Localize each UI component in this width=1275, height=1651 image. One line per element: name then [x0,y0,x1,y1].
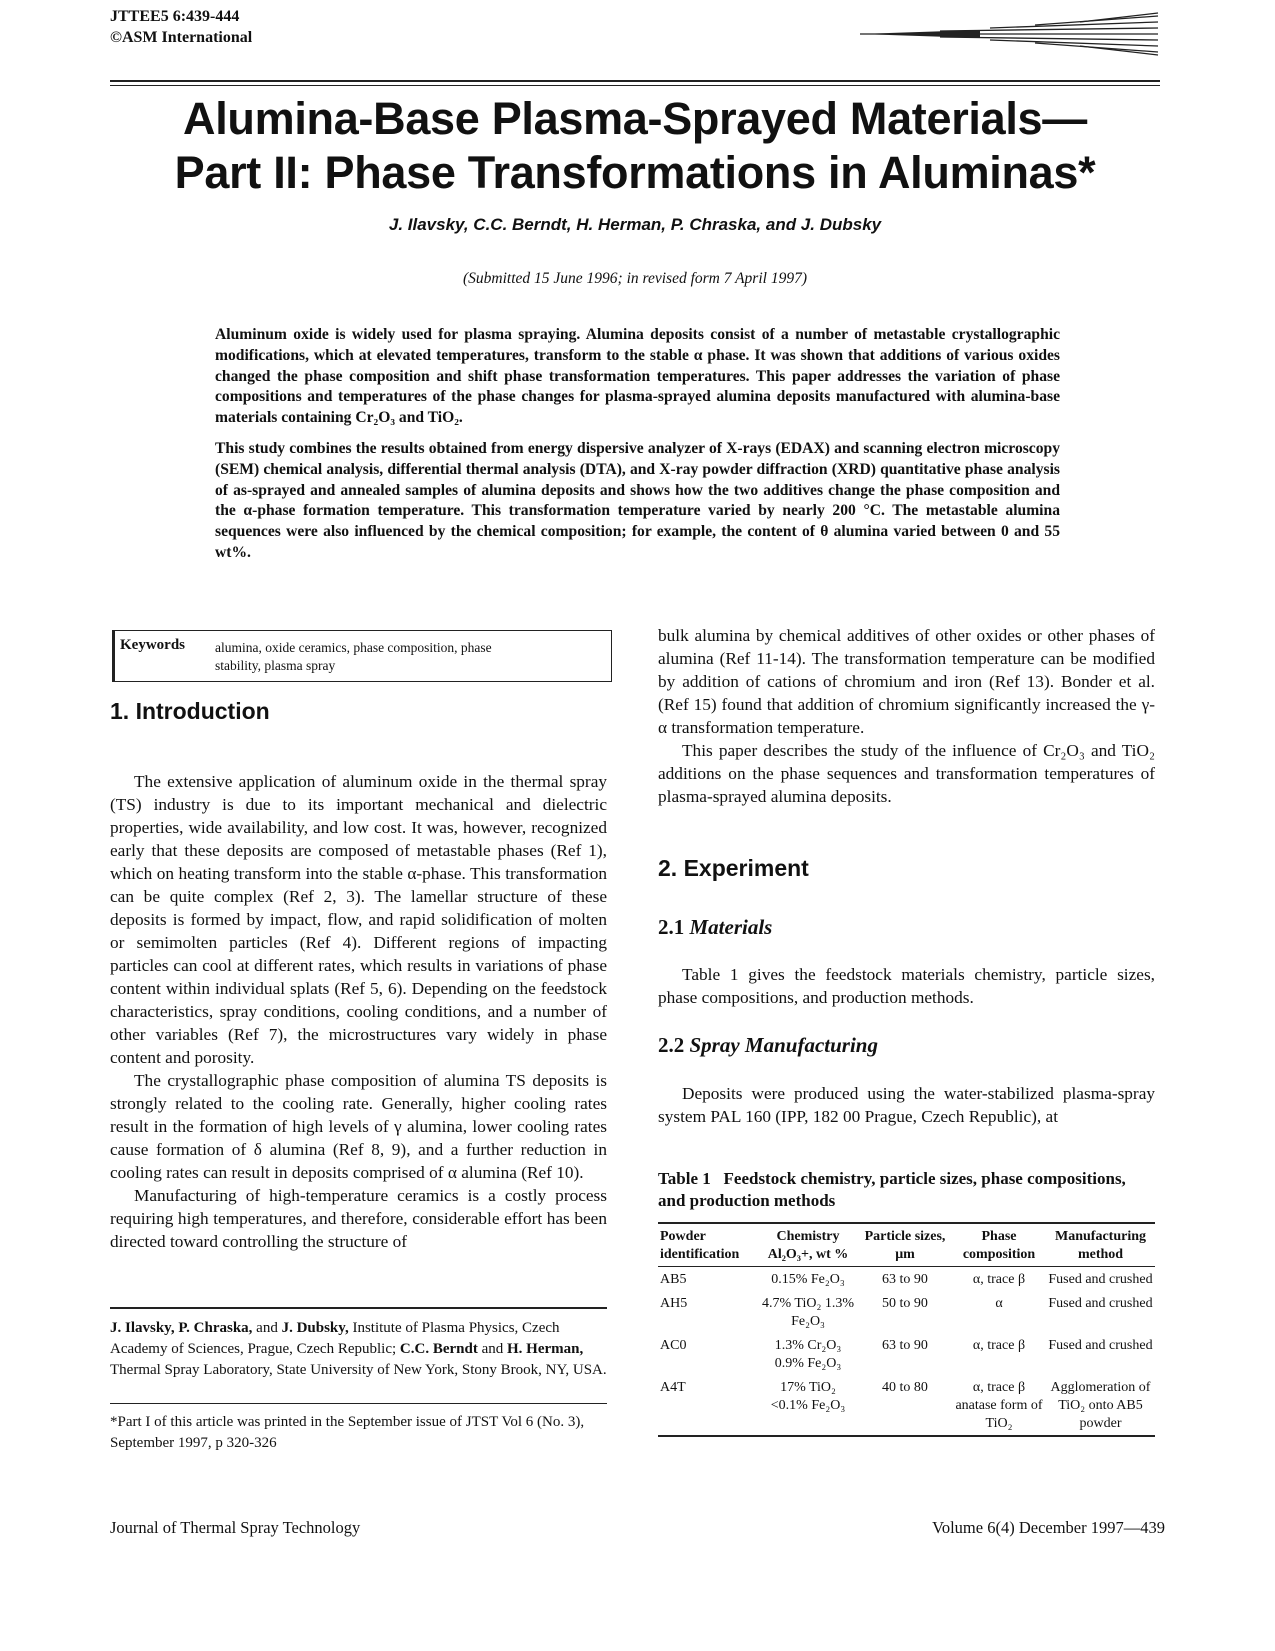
part-one-footnote: *Part I of this article was printed in the September issue of JTST Vol 6 (No. 3), September 1997, p 320-326 [110,1414,585,1451]
affiliation-names-3: C.C. Berndt [399,1341,478,1357]
publisher-logo-icon [860,12,1160,56]
table-cell: 1.3% Cr₂O₃ 0.9% Fe₂O₃ [774,1338,842,1371]
table-cell: 0.15% Fe₂O₃ [771,1272,845,1287]
keywords-box [112,630,612,682]
copyright-line: ©ASM International [110,29,253,46]
table-cell: Fused and crushed [1048,1296,1153,1311]
intro-paragraph-1: The extensive application of aluminum oxide in the thermal spray (TS) industry is due to its important mechanical and dielectric properties, wide availability, and low cost. It was, however, recognized early that these deposits are composed of metastable phases (Ref 1), which on heating transform into the stable α-phase. This transformation can be quite complex (Ref 2, 3). The lamellar structure of these deposits is formed by impact, flow, and rapid solidification of molten or semimolten particles (Ref 4). Different regions of impacting particles can cool at different rates, which results in variations of phase content within individual splats (Ref 5, 6). Depending on the feedstock characteristics, spray conditions, cooling conditions, and a number of other variables (Ref 7), the microstructures vary widely in phase content and porosity. [110,772,607,1067]
table-cell: Agglomeration of TiO₂ onto AB5 powder [1050,1380,1151,1431]
spray-paragraph: Deposits were produced using the water-stabilized plasma-spray system PAL 160 (IPP, 182 00 Prague, Czech Republic), at [658,1084,1155,1126]
table-cell: 40 to 80 [882,1380,928,1395]
intro-paragraph-2: The crystallographic phase composition of alumina TS deposits is strongly related to the cooling rate. Generally, higher cooling rates result in the formation of high levels of γ alumina, lower cooling rates cause formation of δ alumina (Ref 8, 9), and a further reduction in cooling rates can result in deposits comprised of α alumina (Ref 10). [110,1071,607,1182]
table-cell: A4T [660,1380,686,1395]
right-column [658,624,1155,808]
table-header: Particle sizes, μm [864,1229,946,1262]
table-header: Chemistry Al₂O₃+, wt % [767,1229,849,1262]
table-header: Powder identification [660,1229,740,1262]
abstract-paragraph-2: This study combines the results obtained from energy dispersive analyzer of X-rays (EDAX) and scanning electron microscopy (SEM) chemical analysis, differential thermal analysis (DTA), and X-ray powder diffraction (XRD) quantitative phase analysis of as-sprayed and annealed samples of alumina deposits and shows how the two additives change the phase composition and the α-phase formation temperature. This transformation temperature varied by nearly 200 °C. The metastable alumina sequences were also influenced by the chemical composition; for example, the content of θ alumina varied between 0 and 55 wt%. [215,439,1060,561]
submission-dates: (Submitted 15 June 1996; in revised form 7 April 1997) [463,270,807,287]
table-cell: Fused and crushed [1048,1272,1153,1287]
intro-paragraph-4: This paper describes the study of the influence of Cr₂O₃ and TiO₂ additions on the phase sequences and transformation temperatures of plasma-sprayed alumina deposits. [658,741,1155,806]
subsection-number: 2.2 [658,1033,685,1057]
subsection-spray-heading [658,1032,878,1058]
intro-paragraph-3: Manufacturing of high-temperature ceramics is a costly process requiring high temperatures, and therefore, considerable effort has been directed toward controlling the structure of [110,1186,607,1251]
table-cell: α, trace β [972,1272,1026,1287]
subsection-title: Materials [689,915,773,939]
subsection-number: 2.1 [658,915,685,939]
keywords-text: alumina, oxide ceramics, phase composition, phase stability, plasma spray [215,640,492,673]
table-row [658,1333,1155,1375]
table-cell: AC0 [660,1338,687,1353]
intro-heading: 1. Introduction [110,698,270,724]
table-caption [658,1168,1155,1212]
table-cell: α, trace β anatase form of TiO₂ [955,1380,1043,1431]
abstract [215,325,1060,574]
footnote-rule-2 [110,1403,607,1404]
title-line-2: Part II: Phase Transformations in Aluminas* [174,147,1096,198]
table-header: Manufacturing method [1055,1229,1146,1262]
header-rule [110,80,1160,82]
affiliation-names-2: J. Dubsky, [281,1320,349,1336]
subsection-title: Spray Manufacturing [689,1033,878,1057]
table-row [658,1267,1155,1292]
feedstock-table [658,1222,1155,1437]
experiment-heading: 2. Experiment [658,855,809,881]
affiliation-text-2: Thermal Spray Laboratory, State University of New York, Stony Brook, NY, USA. [110,1362,607,1378]
table-cell: 50 to 90 [882,1296,928,1311]
table-caption-text: Feedstock chemistry, particle sizes, phase compositions, and production methods [658,1169,1126,1210]
table-cell: 63 to 90 [882,1338,928,1353]
footer-journal: Journal of Thermal Spray Technology [110,1518,361,1537]
table-cell: Fused and crushed [1048,1338,1153,1353]
affiliation-and-1: and [252,1320,282,1336]
table-row [658,1375,1155,1436]
table-cell: α, trace β [972,1338,1026,1353]
table-cell: 17% TiO₂ <0.1% Fe₂O₃ [770,1380,846,1413]
table-caption-number: Table 1 [658,1169,711,1188]
table-cell: AH5 [660,1296,688,1311]
table-cell: 63 to 90 [882,1272,928,1287]
journal-header [110,6,252,48]
table-cell: 4.7% TiO₂ 1.3% Fe₂O₃ [761,1296,854,1329]
affiliation-names-1: J. Ilavsky, P. Chraska, [110,1320,253,1336]
footer-volume: Volume 6(4) December 1997—439 [932,1518,1165,1537]
materials-text [658,963,1155,1009]
abstract-paragraph-1: Aluminum oxide is widely used for plasma spraying. Alumina deposits consist of a number of metastable crystallographic modifications, which at elevated temperatures, transform to the stable α phase. It was shown that additions of various oxides changed the phase composition and shift phase transformation temperatures. This paper addresses the variation of phase compositions and temperatures of the phase changes for plasma-sprayed alumina deposits manufactured with alumina-base materials containing Cr₂O₃ and TiO₂. [215,326,1060,427]
intro-continuation: bulk alumina by chemical additives of other oxides or other phases of alumina (Ref 11-14). The transformation temperature can be modified by addition of cations of chromium and iron (Ref 13). Bonder et al. (Ref 15) found that addition of chromium significantly increased the γ-α transformation temperature. [658,626,1155,737]
affiliation-and-2: and [477,1341,507,1357]
article-title [110,92,1160,200]
footnote-rule [110,1307,607,1309]
table-cell: α [995,1296,1003,1311]
header-rule-thin [110,85,1160,86]
subsection-materials-heading [658,914,772,940]
table-header: Phase composition [962,1229,1036,1262]
title-line-1: Alumina-Base Plasma-Sprayed Materials— [183,93,1087,144]
left-column [110,698,607,1253]
keywords-label: Keywords [120,637,185,653]
journal-code: JTTEE5 6:439-444 [110,8,240,25]
spray-text [658,1082,1155,1128]
table-row [658,1291,1155,1333]
affiliation-names-4: H. Herman, [507,1341,584,1357]
author-list: J. Ilavsky, C.C. Berndt, H. Herman, P. Chraska, and J. Dubsky [388,215,882,234]
affiliation-text-1: Institute of Plasma Physics, Czech Academy of Sciences, Prague, Czech Republic; [110,1320,560,1357]
materials-paragraph: Table 1 gives the feedstock materials chemistry, particle sizes, phase compositions, and production methods. [658,965,1155,1007]
table-cell: AB5 [660,1272,687,1287]
affiliation-note [110,1318,607,1381]
